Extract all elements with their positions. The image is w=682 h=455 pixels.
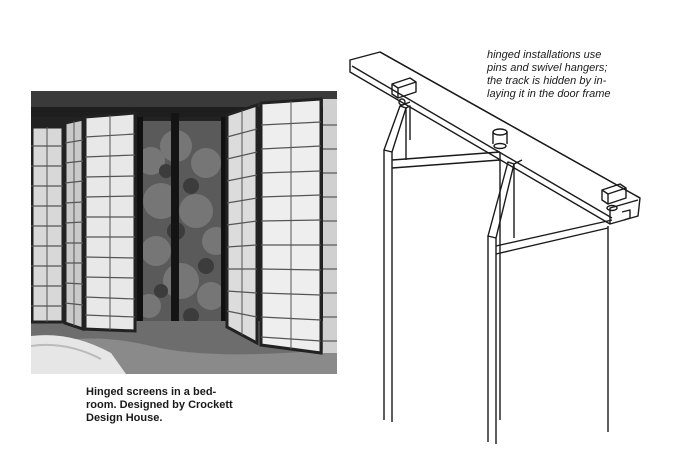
caption-line: Hinged screens in a bed- xyxy=(86,386,217,398)
photo-caption xyxy=(86,386,286,425)
annotation-line: the track is hidden by in- xyxy=(487,75,607,87)
annotation-line: hinged installations use xyxy=(487,49,602,61)
bedroom-screens-photo xyxy=(31,91,337,374)
hinged-track-illustration xyxy=(340,40,670,450)
annotation-line: laying it in the door frame xyxy=(487,88,611,100)
caption-line: Design House. xyxy=(86,412,163,424)
illustration-annotation xyxy=(487,49,667,101)
caption-line: room. Designed by Crockett xyxy=(86,399,233,411)
annotation-line: pins and swivel hangers; xyxy=(487,62,608,74)
